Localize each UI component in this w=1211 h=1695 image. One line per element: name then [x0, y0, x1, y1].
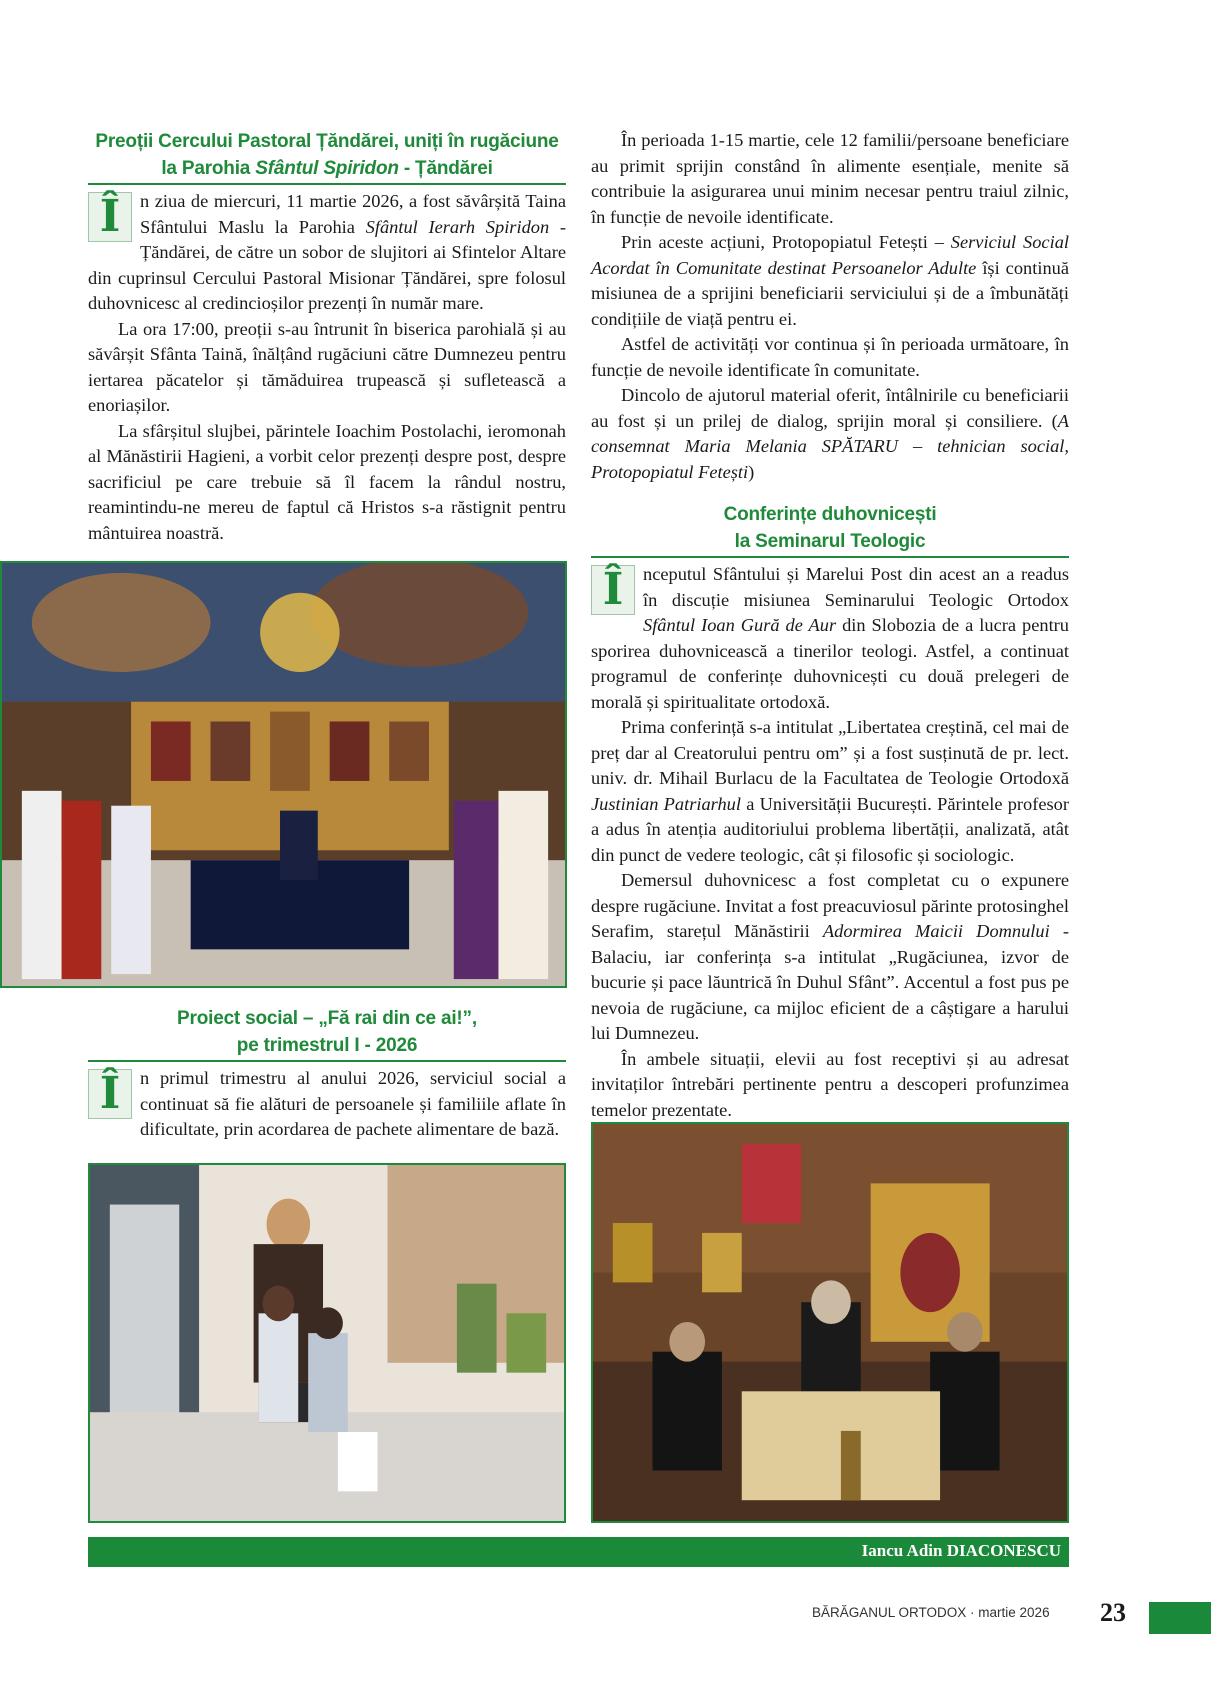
article3-title-line1: Conferințe duhovnicești	[723, 504, 937, 525]
article2-title	[88, 1005, 566, 1059]
article1-title-line1: Preoții Cercului Pastoral Țăndărei, uniți în rugăciune	[95, 131, 559, 152]
publication-info: BĂRĂGANUL ORTODOX · martie 2026	[812, 1605, 1050, 1620]
article2-title-line1: Proiect social – „Fă rai din ce ai!”,	[177, 1008, 477, 1029]
author-name: Iancu Adin DIACONESCU	[861, 1541, 1061, 1560]
article3-title	[591, 501, 1069, 555]
drop-cap: Î	[88, 1069, 132, 1119]
article2-paragraph	[591, 383, 1069, 485]
text-italic: Serviciul Social Acordat în Comunitate destinat Persoanelor Adulte	[591, 232, 1069, 278]
article3-paragraph	[591, 715, 1069, 868]
article2-paragraph	[591, 230, 1069, 332]
author-bar	[88, 1537, 1069, 1567]
church-service-photo	[0, 561, 567, 988]
article3-paragraph	[591, 562, 1069, 715]
article2-title-line2: pe trimestrul I - 2026	[236, 1035, 418, 1056]
text: n primul trimestru al anului 2026, serviciul social a continuat să fie alături de persoanele și familiile aflate în dificultate, prin acordarea de pachete alimentare de bază.	[140, 1068, 566, 1139]
article3-paragraph: În ambele situații, elevii au fost receptivi și au adresat invitaților întrebări pertinente pentru a descoperi profunzimea temelor prezentate.	[591, 1048, 1069, 1120]
article1-title	[88, 128, 566, 182]
drop-cap: Î	[88, 192, 132, 242]
text: își continuă misiunea de a sprijini beneficiarii serviciului și de a îmbunătăți condițiile de viață pentru ei.	[591, 257, 1069, 329]
drop-cap: Î	[591, 565, 635, 615]
text: Prin aceste acțiuni, Protopopiatul Fetești –	[621, 232, 951, 252]
title-rule	[88, 183, 566, 185]
text: din Slobozia de a lucra pentru sporirea duhovnicească a tinerilor teologi. Astfel, a continuat programul de conferințe duhovnicești cu două prelegeri de morală și spiritualitate ortodoxă.	[591, 615, 1069, 712]
social-project-photo	[88, 1163, 566, 1523]
text-italic: Sfântul Ioan Gură de Aur	[643, 615, 837, 635]
text: - Țăndărei, de către un sobor de slujitori ai Sfintelor Altare din cuprinsul Cercului Pastoral Misionar Țăndărei, spre folosul duhovnicesc al credincioșilor prezenți în număr mare.	[88, 216, 566, 313]
article1	[88, 128, 566, 546]
article3-paragraph	[591, 868, 1069, 1047]
article2-paragraph: În perioada 1-15 martie, cele 12 familii/persoane beneficiare au primit sprijin constând în alimente esențiale, menite să contribuie la asigurarea unui minim necesar pentru traiul zilnic, în funcție de nevoile identificate.	[591, 130, 1069, 227]
text: )	[748, 461, 755, 482]
title-italic: Sfântul Spiridon	[255, 158, 399, 179]
article1-paragraph: La ora 17:00, preoții s-au întrunit în biserica parohială și au săvârșit Sfânta Taină, înălțând rugăciuni către Dumnezeu pentru iertarea păcatelor și tămăduirea trupească și sufletească a enoriașilor.	[88, 318, 566, 415]
page-tab	[1149, 1602, 1211, 1634]
text: Dincolo de ajutorul material oferit, întâlnirile cu beneficiarii au fost și un prilej de dialog, sprijin moral și consiliere. (	[591, 385, 1069, 431]
article2-paragraph	[88, 1066, 566, 1143]
text-italic: Justinian Patriarhul	[591, 793, 741, 814]
text: Demersul duhovnicesc a fost completat cu o expunere despre rugăciune. Invitat a fost preacuviosul părinte protosinghel Serafim, starețul Mănăstirii	[591, 870, 1070, 941]
article3-title-line2: la Seminarul Teologic	[734, 531, 926, 552]
article2-paragraph: Astfel de activități vor continua și în perioada următoare, în funcție de nevoile identificate în comunitate.	[591, 334, 1069, 380]
text: a Universității București. Părintele profesor a adus în atenția auditoriului problema libertății, analizată, atât din punct de vedere teologic, cât și filosofic și sociologic.	[591, 793, 1069, 865]
text: - Balaciu, iar conferința s-a intitulat „Rugăciunea, izvor de bucurie și pace lăuntrică în Duhul Sfânt”. Accentul a fost pus pe nevoia de rugăciune, ca mijloc eficient de a câștigare a harului lui Dumnezeu.	[591, 921, 1069, 1043]
title-rule	[88, 1060, 566, 1062]
text-italic: Adormirea Maicii Domnului	[822, 921, 1050, 941]
page-number: 23	[1100, 1598, 1126, 1627]
text: Prima conferință s-a intitulat „Libertatea creștină, cel mai de preț dar al Creatorului pentru om” și a fost susținută de pr. lect. univ. dr. Mihail Burlacu de la Facultatea de Teologie Ortodoxă	[591, 717, 1069, 788]
article1-paragraph	[88, 189, 566, 317]
text-italic: A consemnat Maria Melania SPĂTARU – tehnician social, Protopopiatul Fetești	[591, 410, 1069, 482]
title-rule	[591, 556, 1069, 558]
seminary-conference-photo	[591, 1122, 1069, 1523]
text-italic: Sfântul Ierarh Spiridon	[365, 216, 550, 237]
article1-paragraph: La sfârșitul slujbei, părintele Ioachim Postolachi, ieromonah al Mănăstirii Hagieni, a vorbit celor prezenți despre post, despre sacrificiul pe care trebuie să îl facem la rândul nostru, reamintindu-ne mereu de faptul că Hristos s-a răstignit pentru mântuirea noastră.	[88, 420, 566, 543]
text: n ziua de miercuri, 11 martie 2026, a fost săvârșită Taina Sfântului Maslu la Parohia	[140, 191, 566, 237]
title-text: - Țăndărei	[398, 158, 493, 179]
article2-continued	[591, 128, 1069, 1123]
title-text: la Parohia	[161, 158, 256, 179]
article2	[88, 1005, 566, 1143]
article1-title-line2	[88, 155, 566, 182]
text: nceputul Sfântului și Marelui Post din acest an a readus în discuție misiunea Seminarului Teologic Ortodox	[643, 564, 1069, 610]
